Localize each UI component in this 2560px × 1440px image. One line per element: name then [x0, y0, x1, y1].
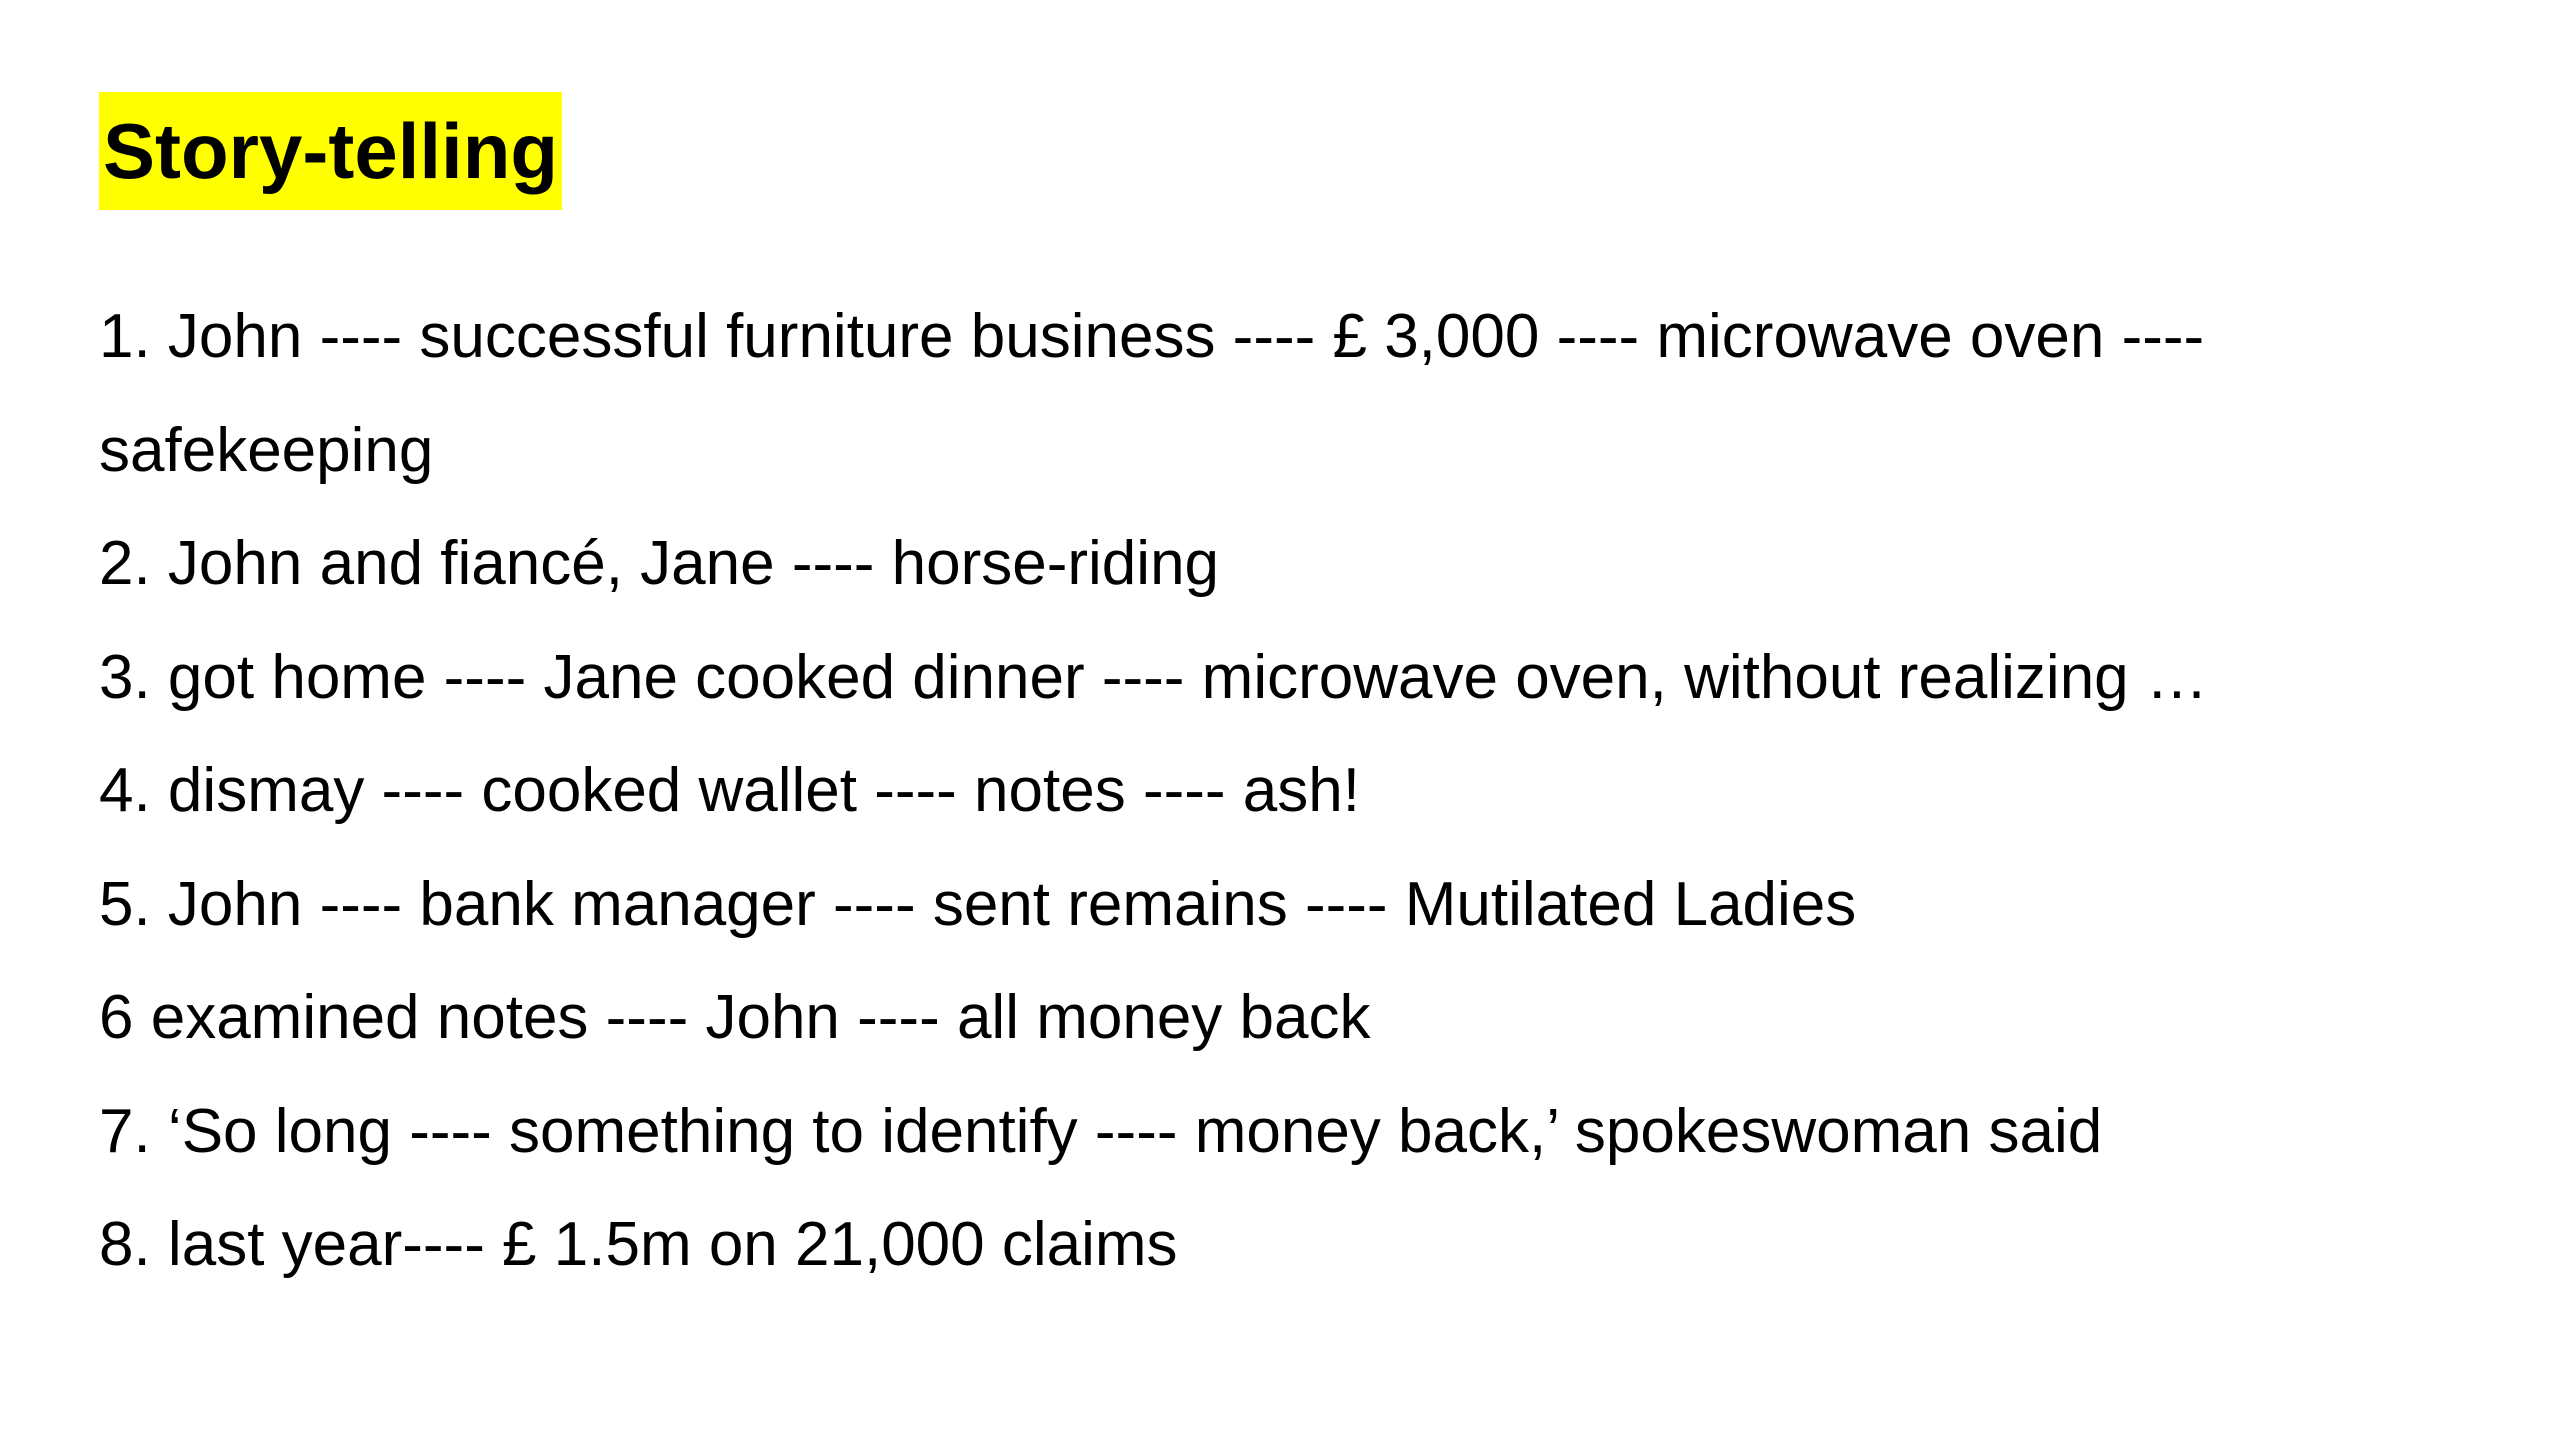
list-item: 8. last year---- £ 1.5m on 21,000 claims: [99, 1210, 1178, 1279]
list-item: 4. dismay ---- cooked wallet ---- notes ---- ash!: [99, 756, 1360, 825]
list-item: 1. John ---- successful furniture business ---- £ 3,000 ---- microwave oven ----: [99, 302, 2205, 371]
list-item: 7. ‘So long ---- something to identify ---- money back,’ spokeswoman said: [99, 1096, 2103, 1166]
list-item: 2. John and fiancé, Jane ---- horse-riding: [99, 529, 1220, 598]
story-list: [99, 280, 2499, 1302]
list-item: 6 examined notes ---- John ---- all money back: [99, 983, 1371, 1052]
list-item: 3. got home ---- Jane cooked dinner ---- microwave oven, without realizing …: [99, 642, 2208, 712]
slide-title: Story-telling: [99, 92, 562, 210]
list-item: safekeeping: [99, 415, 434, 485]
list-item: 5. John ---- bank manager ---- sent remains ---- Mutilated Ladies: [99, 869, 1857, 939]
